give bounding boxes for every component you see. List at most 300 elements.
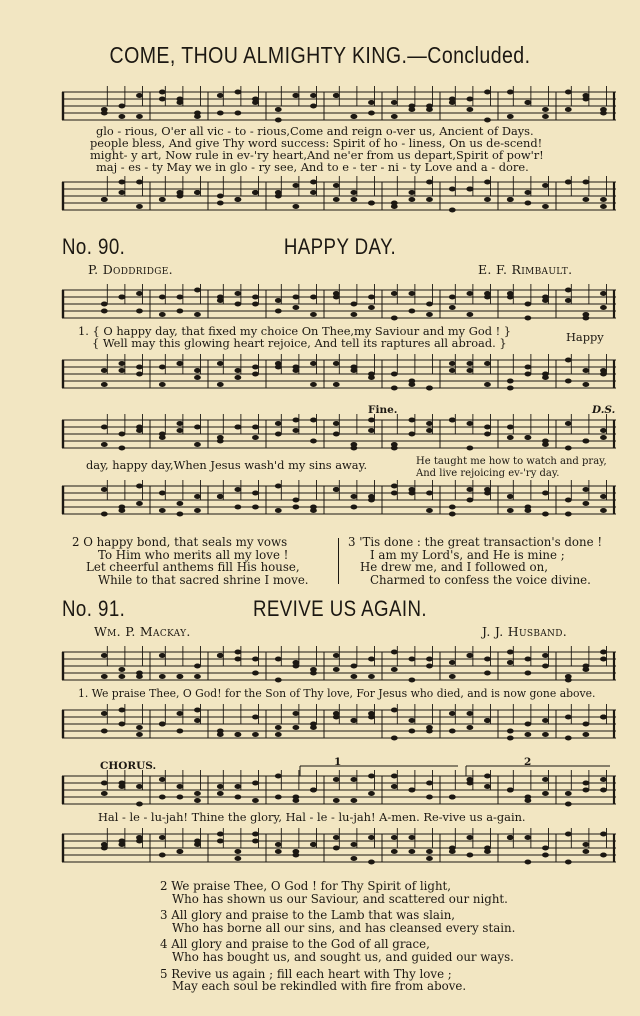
note-head	[333, 487, 340, 492]
note-head	[565, 358, 572, 363]
note-head	[194, 664, 201, 669]
note-head	[542, 653, 549, 658]
note-head	[350, 312, 357, 317]
note-head	[310, 439, 317, 444]
note-head	[408, 197, 415, 202]
note-head	[101, 781, 108, 786]
note-head	[391, 442, 398, 447]
note-head	[565, 736, 572, 741]
note-head	[600, 508, 607, 513]
note-head	[292, 798, 299, 803]
note-head	[565, 678, 572, 683]
note-head	[275, 484, 282, 489]
note-head	[449, 368, 456, 373]
verse-line: Who has shown us our Saviour, and scattered our night.	[172, 891, 508, 906]
lyric-line: maj - es - ty May we in glo - ry see, And to e - ter - ni - ty Love and a - dore.	[96, 160, 529, 174]
note-head	[118, 432, 125, 437]
note-head	[333, 197, 340, 202]
author-credit: Wm. P. Mackay.	[94, 624, 191, 639]
note-head	[136, 671, 143, 676]
note-head	[368, 835, 375, 840]
note-head	[466, 498, 473, 503]
note-head	[176, 711, 183, 716]
note-head	[217, 839, 224, 844]
note-head	[542, 777, 549, 782]
note-head	[101, 382, 108, 387]
note-head	[118, 446, 125, 451]
note-head	[426, 312, 433, 317]
note-head	[194, 674, 201, 679]
note-head	[484, 432, 491, 437]
note-head	[408, 379, 415, 384]
note-head	[524, 435, 531, 440]
note-head	[292, 305, 299, 310]
staff-treble-90a	[62, 286, 616, 326]
note-head	[136, 114, 143, 119]
note-head	[310, 842, 317, 847]
note-head	[565, 90, 572, 95]
verse-line: To Him who merits all my love !	[98, 547, 289, 562]
note-head	[368, 295, 375, 300]
note-head	[275, 657, 282, 662]
note-head	[101, 197, 108, 202]
ds-mark: D.S.	[592, 404, 616, 416]
note-head	[507, 650, 514, 655]
note-head	[426, 421, 433, 426]
note-head	[292, 725, 299, 730]
note-head	[101, 107, 108, 112]
note-head	[176, 421, 183, 426]
note-head	[582, 667, 589, 672]
note-head	[600, 305, 607, 310]
second-ending-mark: 2	[524, 756, 532, 768]
note-head	[600, 204, 607, 209]
note-head	[310, 93, 317, 98]
note-head	[582, 382, 589, 387]
note-head	[524, 190, 531, 195]
lyric-line: He taught me how to watch and pray,	[416, 456, 607, 467]
verse-line: While to that sacred shrine I move.	[98, 572, 309, 587]
note-head	[565, 802, 572, 807]
note-head	[449, 505, 456, 510]
note-head	[524, 372, 531, 377]
note-head	[333, 432, 340, 437]
note-head	[194, 842, 201, 847]
note-head	[118, 722, 125, 727]
note-head	[176, 501, 183, 506]
note-head	[449, 660, 456, 665]
note-head	[275, 432, 282, 437]
note-head	[234, 375, 241, 380]
note-head	[194, 425, 201, 430]
note-head	[176, 674, 183, 679]
note-head	[118, 190, 125, 195]
note-head	[350, 674, 357, 679]
note-head	[101, 512, 108, 517]
note-head	[350, 190, 357, 195]
note-head	[368, 860, 375, 865]
note-head	[194, 791, 201, 796]
note-head	[234, 368, 241, 373]
note-head	[507, 835, 514, 840]
lyric-line: { Well may this glowing heart rejoice, And tell its raptures all abroad. }	[92, 336, 507, 350]
note-head	[449, 295, 456, 300]
note-head	[524, 860, 531, 865]
note-head	[310, 418, 317, 423]
note-head	[426, 197, 433, 202]
note-head	[292, 183, 299, 188]
note-head	[600, 650, 607, 655]
note-head	[600, 832, 607, 837]
note-head	[101, 653, 108, 658]
note-head	[466, 725, 473, 730]
note-head	[159, 674, 166, 679]
note-head	[136, 835, 143, 840]
note-head	[252, 781, 259, 786]
note-head	[466, 421, 473, 426]
note-head	[194, 114, 201, 119]
note-head	[310, 671, 317, 676]
note-head	[466, 446, 473, 451]
note-head	[368, 100, 375, 105]
note-head	[234, 302, 241, 307]
note-head	[101, 442, 108, 447]
note-head	[194, 718, 201, 723]
note-head	[368, 494, 375, 499]
note-head	[217, 295, 224, 300]
lyric-line: glo - rious, O'er all vic - to - rious,Come and reign o-ver us, Ancient of Days.	[96, 124, 534, 138]
note-head	[466, 487, 473, 492]
note-head	[136, 725, 143, 730]
verse-line: Charmed to confess the voice divine.	[370, 572, 591, 587]
note-head	[507, 435, 514, 440]
note-head	[449, 97, 456, 102]
note-head	[507, 736, 514, 741]
note-head	[159, 382, 166, 387]
note-head	[484, 118, 491, 123]
note-head	[466, 835, 473, 840]
note-head	[310, 725, 317, 730]
staff-treble-91b	[62, 772, 616, 812]
note-head	[217, 832, 224, 837]
note-head	[408, 729, 415, 734]
note-head	[234, 784, 241, 789]
note-head	[310, 180, 317, 185]
note-head	[350, 365, 357, 370]
note-head	[234, 849, 241, 854]
staff-bass-90b	[62, 482, 616, 522]
note-head	[542, 107, 549, 112]
note-head	[136, 484, 143, 489]
note-head	[542, 183, 549, 188]
note-head	[234, 795, 241, 800]
note-head	[391, 372, 398, 377]
note-head	[118, 667, 125, 672]
note-head	[391, 100, 398, 105]
note-head	[118, 508, 125, 513]
note-head	[252, 372, 259, 377]
note-head	[466, 291, 473, 296]
verse-line: 2 We praise Thee, O God ! for Thy Spirit of light,	[160, 879, 452, 893]
note-head	[524, 302, 531, 307]
note-head	[252, 295, 259, 300]
note-head	[466, 312, 473, 317]
note-head	[368, 657, 375, 662]
note-head	[275, 725, 282, 730]
verse-line: Let cheerful anthems fill His house,	[86, 560, 300, 575]
note-head	[118, 784, 125, 789]
note-head	[350, 505, 357, 510]
note-head	[507, 729, 514, 734]
staff-bass-91b	[62, 830, 616, 870]
note-head	[582, 842, 589, 847]
note-head	[159, 90, 166, 95]
note-head	[176, 428, 183, 433]
note-head	[426, 781, 433, 786]
note-head	[333, 295, 340, 300]
note-head	[408, 418, 415, 423]
note-head	[466, 711, 473, 716]
note-head	[136, 428, 143, 433]
note-head	[565, 107, 572, 112]
note-head	[136, 291, 143, 296]
note-head	[350, 446, 357, 451]
note-head	[426, 180, 433, 185]
note-head	[194, 312, 201, 317]
lyric-line: day, happy day,When Jesus wash'd my sins away.	[86, 458, 368, 472]
verse-line: May each soul be rekindled with fire from above.	[172, 979, 467, 994]
note-head	[234, 487, 241, 492]
note-head	[426, 428, 433, 433]
note-head	[542, 846, 549, 851]
note-head	[524, 316, 531, 321]
note-head	[217, 732, 224, 737]
lyric-line: Hal - le - lu-jah! Thine the glory, Hal - le - lu-jah! A-men. Re-vive us a-gain.	[98, 810, 526, 824]
note-head	[391, 201, 398, 206]
note-head	[176, 361, 183, 366]
note-head	[217, 791, 224, 796]
note-head	[333, 382, 340, 387]
note-head	[524, 201, 531, 206]
note-head	[292, 660, 299, 665]
note-head	[176, 784, 183, 789]
note-head	[524, 722, 531, 727]
note-head	[426, 508, 433, 513]
note-head	[292, 849, 299, 854]
note-head	[466, 781, 473, 786]
note-head	[136, 732, 143, 737]
note-head	[333, 93, 340, 98]
note-head	[252, 435, 259, 440]
note-head	[466, 361, 473, 366]
note-head	[234, 657, 241, 662]
verse-line: 5 Revive us again ; fill each heart with Thy love ;	[160, 966, 452, 981]
note-head	[582, 722, 589, 727]
note-head	[194, 508, 201, 513]
note-head	[466, 653, 473, 658]
note-head	[426, 104, 433, 109]
note-head	[565, 860, 572, 865]
lyric-line: people bless, And give Thy word success: Spirit of ho - liness, On us de-scend!	[90, 136, 543, 150]
note-head	[101, 487, 108, 492]
note-head	[217, 111, 224, 116]
note-head	[159, 835, 166, 840]
note-head	[524, 795, 531, 800]
note-head	[449, 512, 456, 517]
note-head	[159, 653, 166, 658]
staff-bass-91a	[62, 706, 616, 746]
note-head	[542, 664, 549, 669]
lyric-line: might- y art, Now rule in ev-'ry heart,And ne'er from us depart,Spirit of pow'r!	[90, 148, 544, 162]
note-head	[565, 421, 572, 426]
song-title: HAPPY DAY.	[283, 234, 397, 259]
note-head	[449, 187, 456, 192]
note-head	[101, 729, 108, 734]
note-head	[582, 93, 589, 98]
note-head	[484, 657, 491, 662]
note-head	[275, 118, 282, 123]
note-head	[391, 491, 398, 496]
note-head	[449, 795, 456, 800]
note-head	[507, 114, 514, 119]
note-head	[275, 849, 282, 854]
note-head	[275, 361, 282, 366]
note-head	[524, 365, 531, 370]
verse-line: 4 All glory and praise to the God of all grace,	[160, 937, 430, 952]
note-head	[217, 494, 224, 499]
note-head	[449, 361, 456, 366]
note-head	[368, 711, 375, 716]
note-head	[234, 650, 241, 655]
note-head	[368, 418, 375, 423]
note-head	[408, 491, 415, 496]
note-head	[194, 368, 201, 373]
note-head	[542, 114, 549, 119]
note-head	[118, 368, 125, 373]
note-head	[292, 505, 299, 510]
note-head	[217, 653, 224, 658]
note-head	[292, 295, 299, 300]
note-head	[426, 856, 433, 861]
note-head	[159, 295, 166, 300]
note-head	[275, 298, 282, 303]
note-head	[310, 788, 317, 793]
note-head	[565, 446, 572, 451]
note-head	[252, 302, 259, 307]
note-head	[524, 508, 531, 513]
note-head	[582, 439, 589, 444]
note-head	[292, 93, 299, 98]
note-head	[600, 777, 607, 782]
note-head	[275, 421, 282, 426]
note-head	[426, 795, 433, 800]
note-head	[350, 494, 357, 499]
note-head	[582, 180, 589, 185]
note-head	[350, 302, 357, 307]
note-head	[194, 375, 201, 380]
note-head	[524, 671, 531, 676]
note-head	[275, 842, 282, 847]
note-head	[234, 856, 241, 861]
note-head	[600, 788, 607, 793]
note-head	[101, 368, 108, 373]
note-head	[484, 197, 491, 202]
note-head	[159, 365, 166, 370]
note-head	[194, 442, 201, 447]
note-head	[368, 305, 375, 310]
note-head	[252, 798, 259, 803]
song-number: No. 91.	[62, 596, 126, 621]
note-head	[350, 718, 357, 723]
note-head	[217, 361, 224, 366]
song-number: No. 90.	[62, 234, 126, 259]
note-head	[101, 711, 108, 716]
note-head	[484, 784, 491, 789]
note-head	[565, 288, 572, 293]
note-head	[507, 291, 514, 296]
note-head	[600, 291, 607, 296]
note-head	[159, 97, 166, 102]
note-head	[101, 842, 108, 847]
note-head	[333, 667, 340, 672]
note-head	[310, 104, 317, 109]
note-head	[524, 657, 531, 662]
note-head	[565, 791, 572, 796]
note-head	[426, 725, 433, 730]
note-head	[101, 302, 108, 307]
note-head	[350, 798, 357, 803]
note-head	[582, 501, 589, 506]
note-head	[391, 386, 398, 391]
note-head	[333, 183, 340, 188]
staff-bass-top	[62, 178, 616, 218]
note-head	[391, 650, 398, 655]
note-head	[466, 368, 473, 373]
note-head	[449, 729, 456, 734]
note-head	[484, 671, 491, 676]
note-head	[118, 674, 125, 679]
note-head	[252, 505, 259, 510]
note-head	[408, 835, 415, 840]
note-head	[234, 90, 241, 95]
note-head	[391, 774, 398, 779]
note-head	[101, 674, 108, 679]
note-head	[542, 853, 549, 858]
note-head	[524, 100, 531, 105]
note-head	[484, 718, 491, 723]
note-head	[176, 795, 183, 800]
note-head	[391, 849, 398, 854]
note-head	[391, 291, 398, 296]
note-head	[600, 494, 607, 499]
note-head	[118, 114, 125, 119]
note-head	[252, 671, 259, 676]
lyric-line: And live rejoicing ev-'ry day.	[416, 468, 560, 479]
note-head	[466, 107, 473, 112]
note-head	[194, 708, 201, 713]
note-head	[310, 361, 317, 366]
note-head	[449, 711, 456, 716]
note-head	[333, 777, 340, 782]
note-head	[176, 194, 183, 199]
note-head	[252, 732, 259, 737]
note-head	[194, 190, 201, 195]
note-head	[136, 204, 143, 209]
note-head	[368, 428, 375, 433]
note-head	[391, 708, 398, 713]
note-head	[426, 302, 433, 307]
note-head	[194, 288, 201, 293]
